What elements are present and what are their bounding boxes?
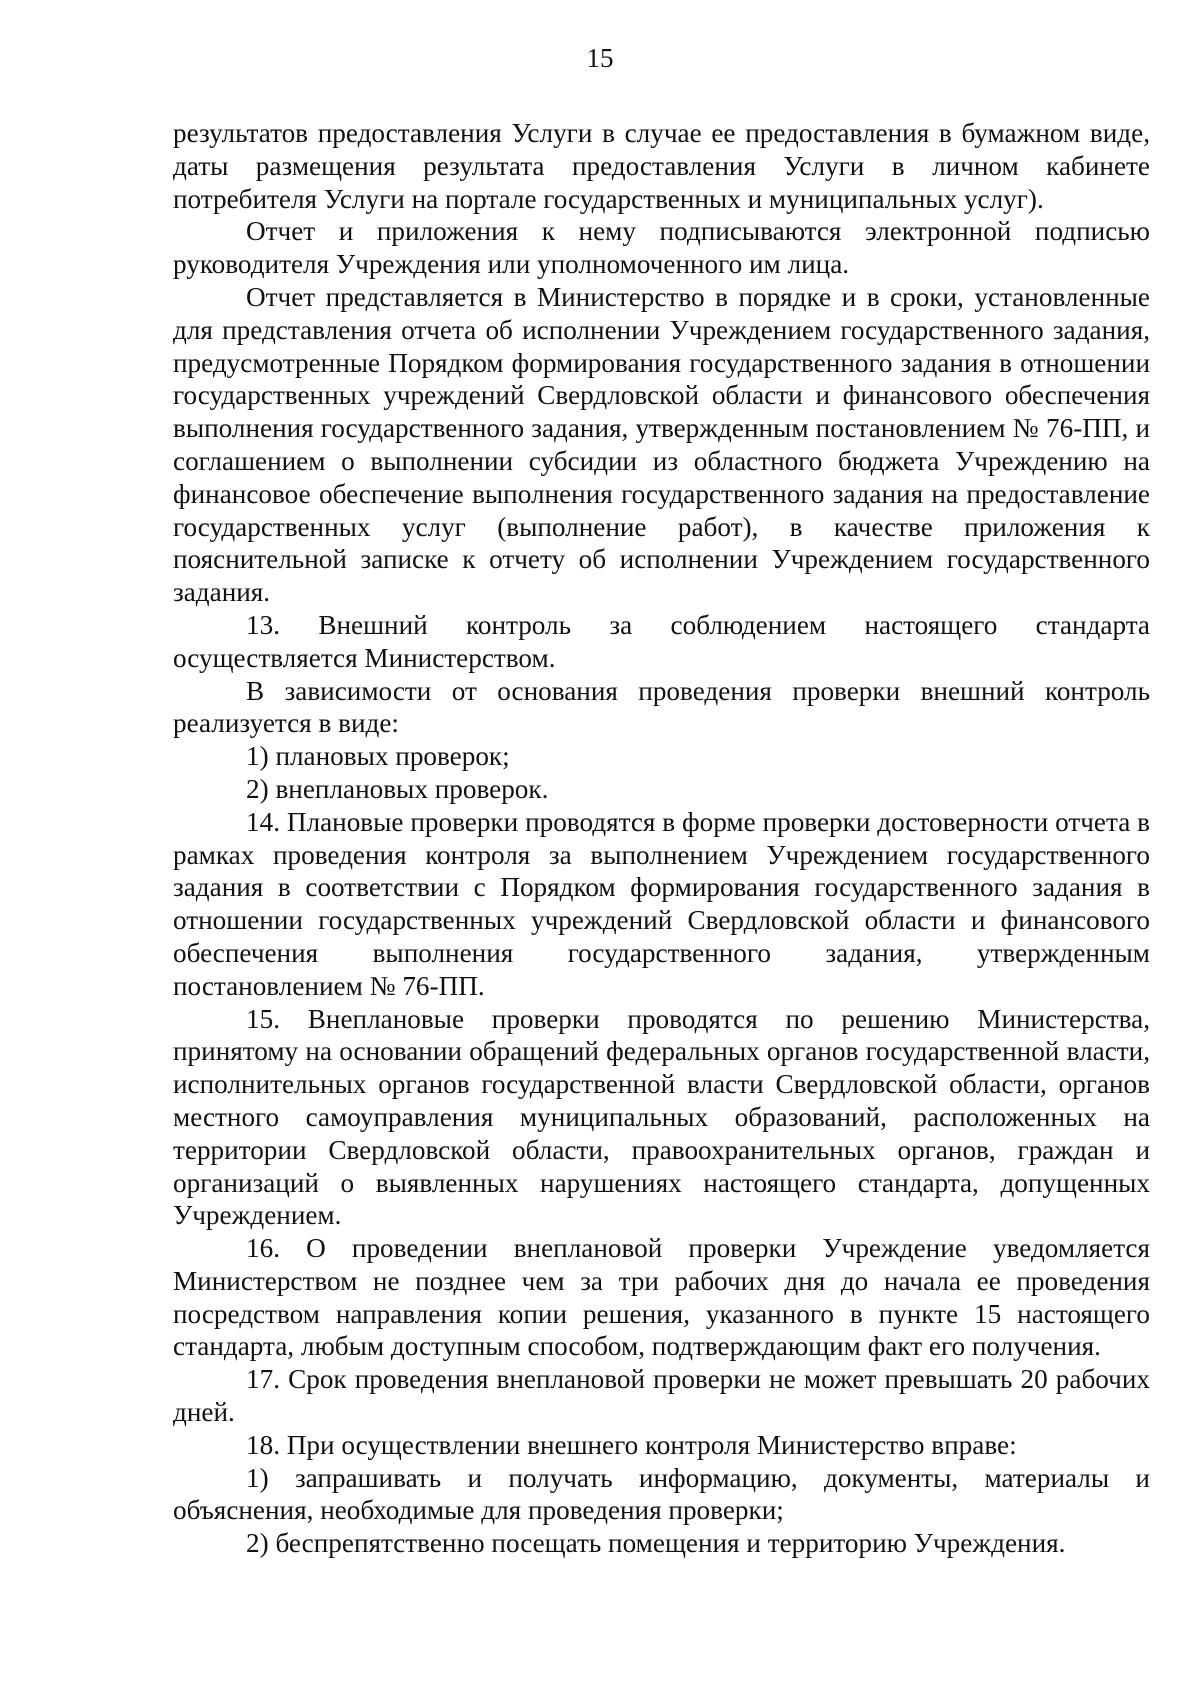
paragraph-item-13: 13. Внешний контроль за соблюдением настоящего стандарта осуществляется Министерством. (173, 609, 1150, 673)
list-item-planned: 1) плановых проверок; (246, 741, 510, 772)
paragraph-report-signature: Отчет и приложения к нему подписываются электронной подписью руководителя Учреждения или уполномоченного им лица. (173, 216, 1150, 280)
paragraph-item-18: 18. При осуществлении внешнего контроля Министерство вправе: (246, 1429, 1017, 1460)
paragraph-continuation: результатов предоставления Услуги в случае ее предоставления в бумажном виде, даты размещения результата предоставления Услуги в личном кабинете потребителя Услуги на портале государственных и муниципальных услуг). (173, 118, 1150, 214)
paragraph-control-types: В зависимости от основания проведения проверки внешний контроль реализуется в виде: (173, 675, 1150, 739)
list-item-request-info: 1) запрашивать и получать информацию, документы, материалы и объяснения, необходимые для проведения проверки; (173, 1462, 1150, 1526)
list-item-visit-premises: 2) беспрепятственно посещать помещения и территорию Учреждения. (246, 1528, 1066, 1559)
document-body (173, 117, 1150, 1560)
list-item-unplanned: 2) внеплановых проверок. (246, 773, 549, 804)
paragraph-item-15: 15. Внеплановые проверки проводятся по решению Министерства, принятому на основании обращений федеральных органов государственной власти, исполнительных органов государственной власти Свердловской области, органов местного самоуправления муниципальных образований, расположенных на территории Свердловской области, правоохранительных органов, граждан и организаций о выявленных нарушениях настоящего стандарта, допущенных Учреждением. (173, 1003, 1150, 1231)
paragraph-item-14: 14. Плановые проверки проводятся в форме проверки достоверности отчета в рамках проведения контроля за выполнением Учреждением государственного задания в соответствии с Порядком формирования государственного задания в отношении государственных учреждений Свердловской области и финансового обеспечения выполнения государственного задания, утвержденным постановлением № 76-ПП. (173, 806, 1150, 1001)
page-number: 15 (586, 43, 614, 73)
paragraph-item-17: 17. Срок проведения внеплановой проверки не может превышать 20 рабочих дней. (173, 1364, 1150, 1428)
paragraph-report-submission: Отчет представляется в Министерство в порядке и в сроки, установленные для представления отчета об исполнении Учреждением государственного задания, предусмотренные Порядком формирования государственного задания в отношении государственных учреждений Свердловской области и финансового обеспечения выполнения государственного задания, утвержденным постановлением № 76-ПП, и соглашением о выполнении субсидии из областного бюджета Учреждению на финансовое обеспечение выполнения государственного задания на предоставление государственных услуг (выполнение работ), в качестве приложения к пояснительной записке к отчету об исполнении Учреждением государственного задания. (173, 281, 1150, 608)
paragraph-item-16: 16. О проведении внеплановой проверки Учреждение уведомляется Министерством не позднее чем за три рабочих дня до начала ее проведения посредством направления копии решения, указанного в пункте 15 настоящего стандарта, любым доступным способом, подтверждающим факт его получения. (173, 1233, 1150, 1362)
